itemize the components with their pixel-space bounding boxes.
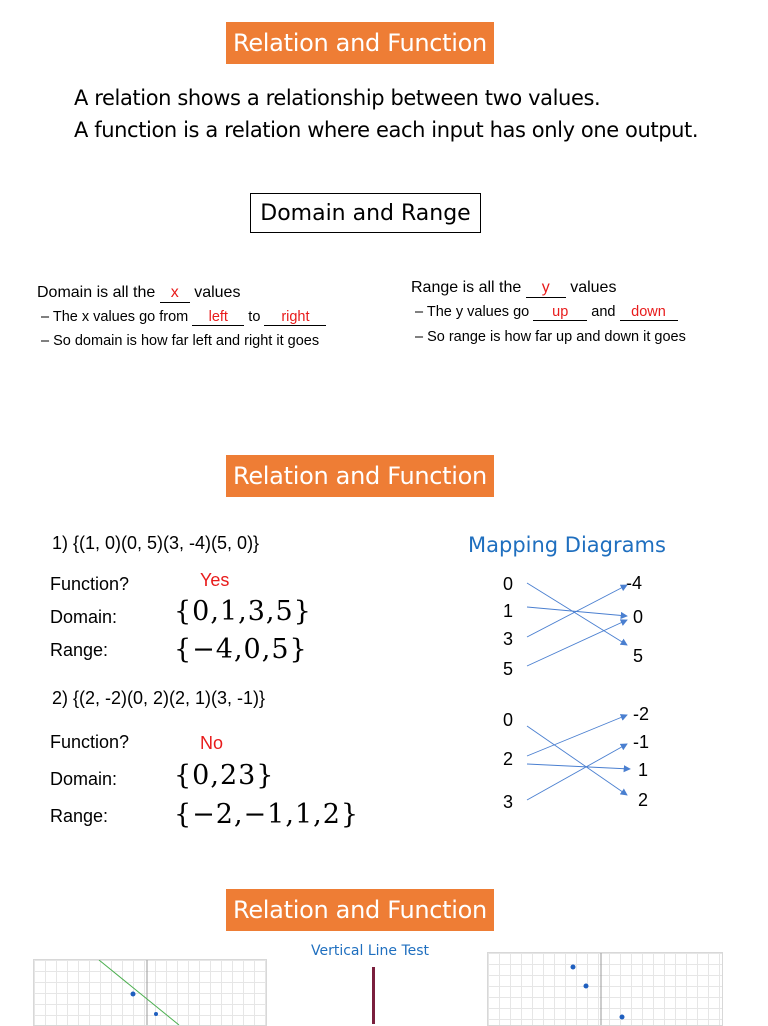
problem1-function-label: Function? — [50, 574, 130, 594]
domain-line1-text: Domain is all the — [37, 284, 156, 301]
map1-input: 0 — [503, 574, 514, 594]
problem2-domain-label: Domain: — [50, 769, 118, 789]
domain-line2-text: – The x values go from — [41, 309, 189, 325]
problem2-range-value: {−2,−1,1,2} — [174, 799, 360, 830]
mapping-diagrams-title: Mapping Diagrams — [468, 533, 666, 557]
function-definition: A function is a relation where each input has only one output. — [74, 118, 699, 142]
left-graph — [33, 959, 267, 1026]
problem1-function-answer: Yes — [200, 570, 230, 590]
map2-arrow — [527, 726, 627, 795]
left-graph-plot — [34, 960, 266, 1025]
right-graph-plot — [488, 953, 722, 1025]
domain-line1-post: values — [194, 284, 241, 301]
range-line-3: – So range is how far up and down it goes — [415, 329, 686, 345]
problem2-domain-value: {0,23} — [174, 760, 275, 791]
map1-input: 1 — [503, 601, 514, 621]
problem1-domain-label: Domain: — [50, 607, 118, 627]
range-line1-post: values — [570, 279, 617, 296]
problem1-set: 1) {(1, 0)(0, 5)(3, -4)(5, 0)} — [52, 533, 260, 553]
domain-line-3: – So domain is how far left and right it goes — [41, 333, 320, 349]
domain-range-title: Domain and Range — [250, 193, 481, 233]
relation-definition: A relation shows a relationship between two values. — [74, 86, 601, 110]
problem1-domain-value: {0,1,3,5} — [174, 596, 312, 627]
map2-output: 1 — [638, 760, 649, 780]
section-banner-2: Relation and Function — [226, 455, 494, 497]
map2-output: 2 — [638, 790, 649, 810]
map1-output: 0 — [633, 607, 644, 627]
map1-input: 3 — [503, 629, 514, 649]
problem1-range-label: Range: — [50, 640, 109, 660]
map2-input: 2 — [503, 749, 514, 769]
map2-arrow — [527, 744, 627, 800]
map1-arrow — [527, 620, 627, 666]
map2-input: 3 — [503, 792, 514, 812]
problem2-function-label: Function? — [50, 732, 130, 752]
map1-output: -4 — [626, 573, 643, 593]
domain-line2-mid: to — [248, 309, 261, 325]
domain-right-blank: right — [264, 310, 326, 326]
problem2-range-label: Range: — [50, 806, 109, 826]
section-banner-1: Relation and Function — [226, 22, 494, 64]
range-up-blank: up — [533, 305, 587, 321]
section-banner-3: Relation and Function — [226, 889, 494, 931]
problem2-set: 2) {(2, -2)(0, 2)(2, 1)(3, -1)} — [52, 688, 266, 708]
right-graph — [487, 952, 723, 1026]
map2-arrow — [527, 764, 630, 769]
map2-input: 0 — [503, 710, 514, 730]
domain-x-blank: x — [160, 285, 190, 303]
range-down-blank: down — [620, 305, 678, 321]
problem2-function-answer: No — [200, 733, 224, 753]
map1-input: 5 — [503, 659, 514, 679]
vertical-test-line — [372, 967, 375, 1024]
map2-output: -1 — [633, 732, 650, 752]
map1-output: 5 — [633, 646, 644, 666]
vertical-line-test-label: Vertical Line Test — [311, 943, 430, 959]
map2-output: -2 — [633, 704, 650, 724]
range-line1-text: Range is all the — [411, 279, 522, 296]
problem1-range-value: {−4,0,5} — [174, 634, 308, 665]
range-line2-mid: and — [591, 304, 616, 320]
range-y-blank: y — [526, 280, 566, 298]
map2-arrow — [527, 715, 627, 756]
domain-left-blank: left — [192, 310, 244, 326]
range-line2-text: – The y values go — [415, 304, 530, 320]
